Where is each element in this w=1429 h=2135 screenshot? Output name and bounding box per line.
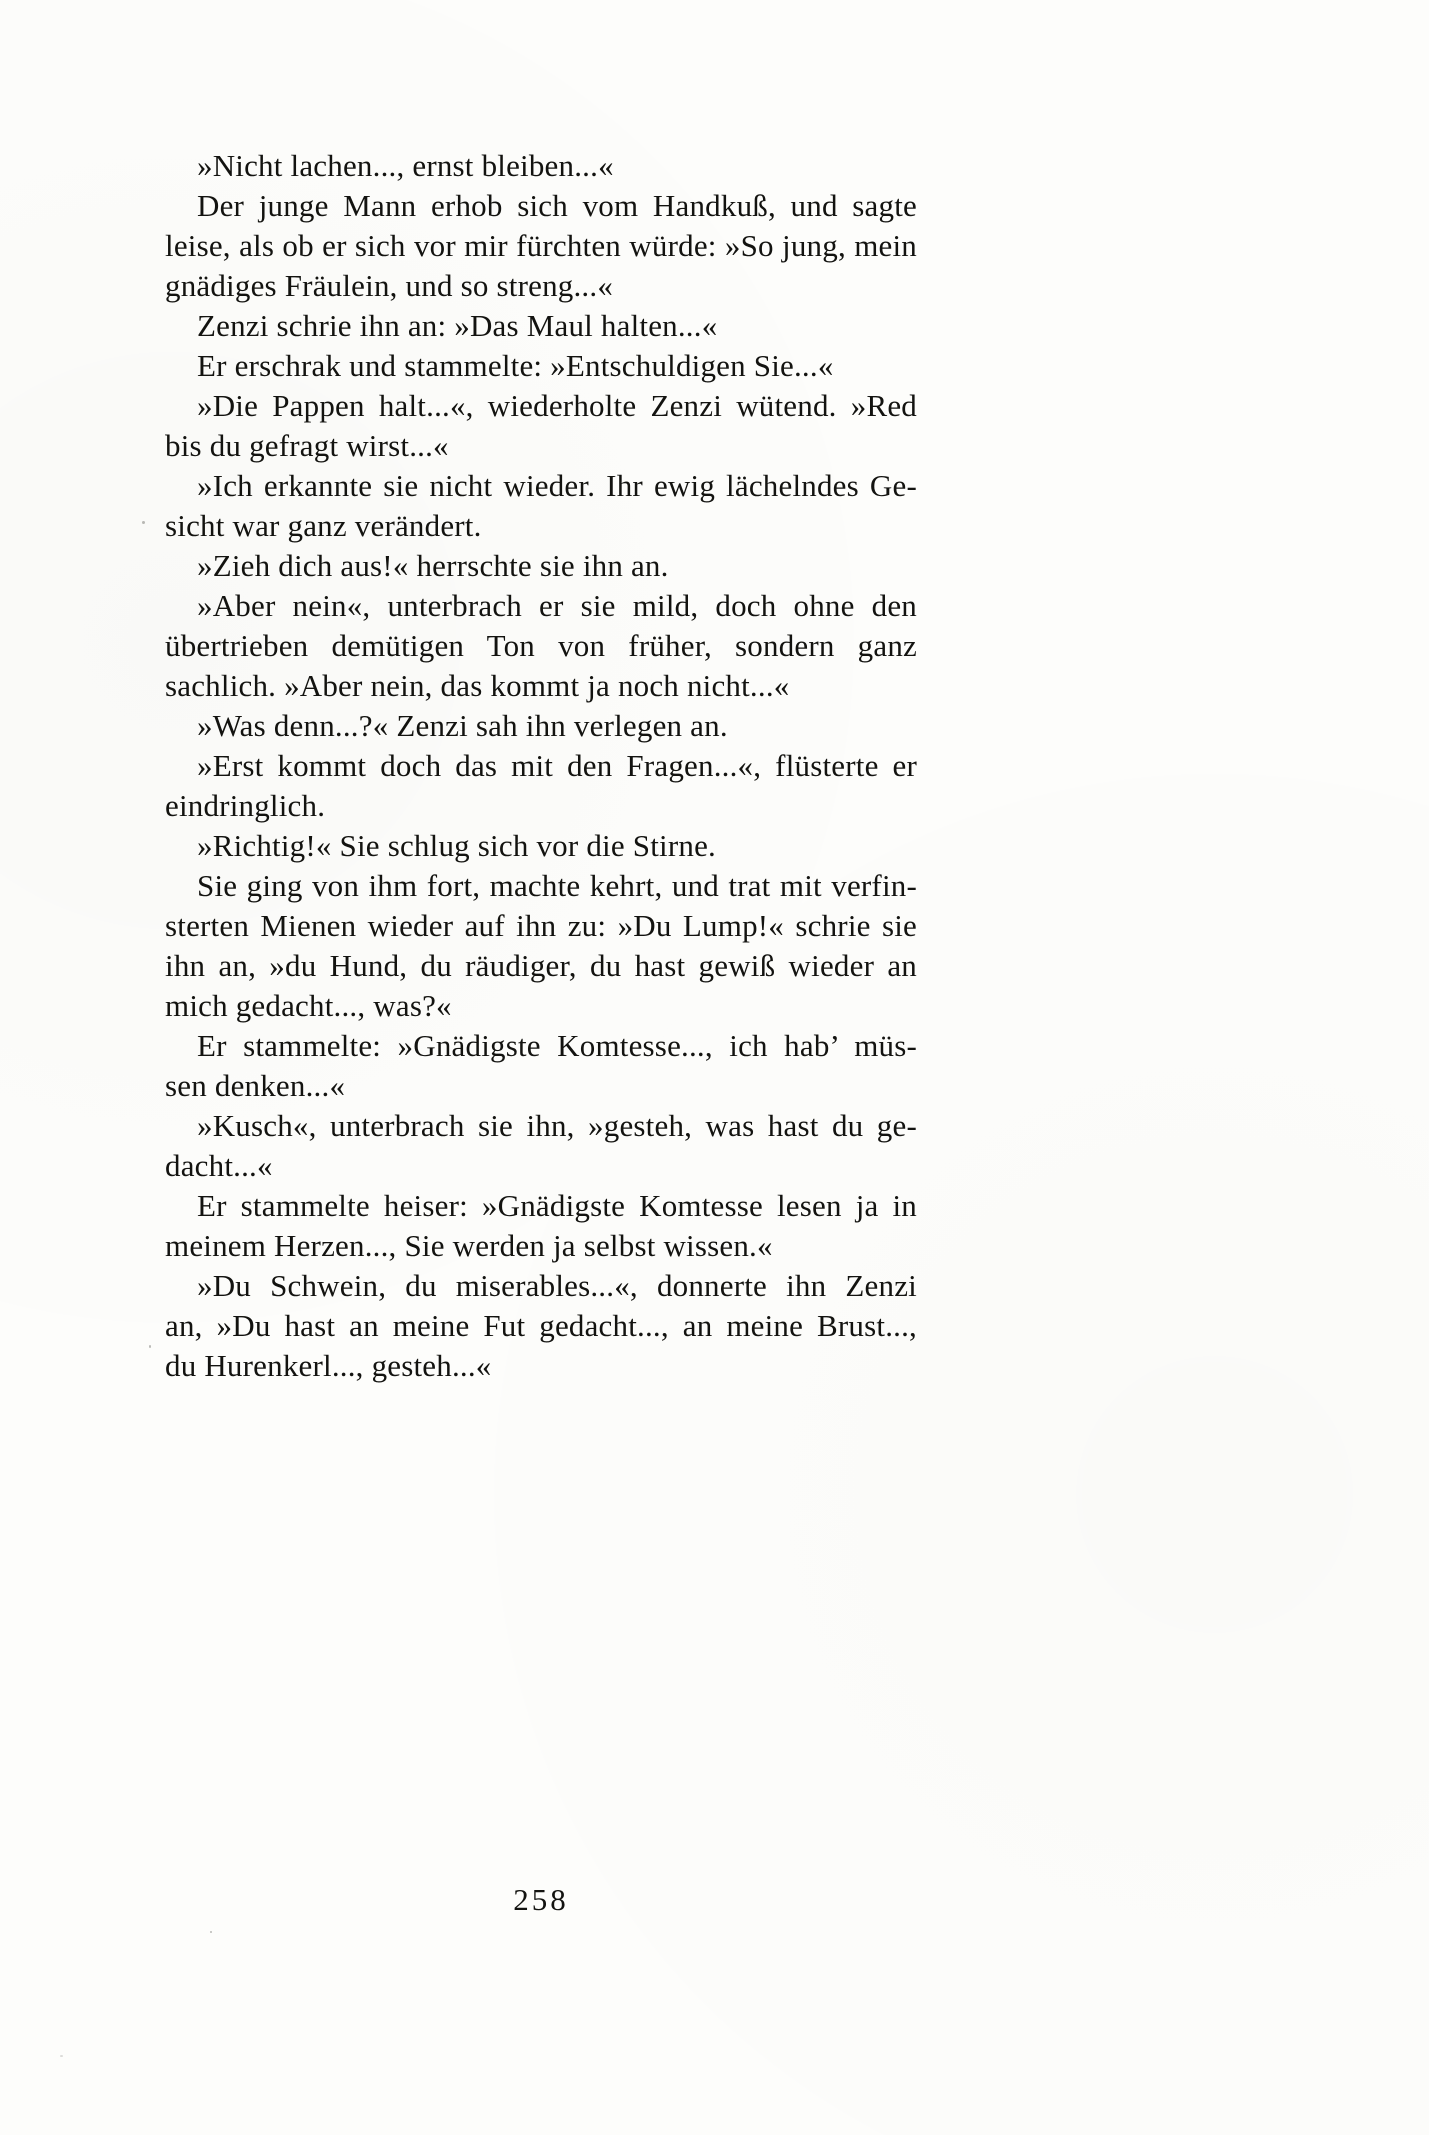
text-line: an, »Du hast an meine Fut gedacht..., an meine Brust...,: [165, 1308, 917, 1343]
scan-speck: [149, 1345, 151, 1348]
text-line: »Nicht lachen..., ernst bleiben...«: [197, 148, 614, 183]
text-line: übertrieben demütigen Ton von früher, sondern ganz: [165, 628, 917, 663]
text-line: gnädiges Fräulein, und so streng...«: [165, 268, 614, 303]
text-line: »Kusch«, unterbrach sie ihn, »gesteh, was hast du ge-: [197, 1108, 917, 1143]
text-line: leise, als ob er sich vor mir fürchten würde: »So jung, mein: [165, 228, 917, 263]
text-line: »Aber nein«, unterbrach er sie mild, doch ohne den: [197, 588, 917, 623]
text-line: »Was denn...?« Zenzi sah ihn verlegen an.: [197, 708, 728, 743]
text-line: sachlich. »Aber nein, das kommt ja noch nicht...«: [165, 668, 790, 703]
text-line: Sie ging von ihm fort, machte kehrt, und trat mit verfin-: [197, 868, 917, 903]
text-line: sicht war ganz verändert.: [165, 508, 482, 543]
text-line: Zenzi schrie ihn an: »Das Maul halten...«: [197, 308, 718, 343]
text-block: [165, 146, 917, 1386]
text-line: »Du Schwein, du miserables...«, donnerte ihn Zenzi: [197, 1268, 917, 1303]
scan-speck: [142, 521, 145, 524]
text-line: »Zieh dich aus!« herrschte sie ihn an.: [197, 548, 669, 583]
text-line: Er stammelte: »Gnädigste Komtesse..., ich hab’ müs-: [197, 1028, 917, 1063]
text-line: eindringlich.: [165, 788, 326, 823]
text-line: bis du gefragt wirst...«: [165, 428, 449, 463]
text-line: sen denken...«: [165, 1068, 346, 1103]
text-line: Er erschrak und stammelte: »Entschuldigen Sie...«: [197, 348, 834, 383]
text-line: Er stammelte heiser: »Gnädigste Komtesse lesen ja in: [197, 1188, 917, 1223]
text-line: »Richtig!« Sie schlug sich vor die Stirne.: [197, 828, 716, 863]
scan-speck: [210, 1931, 212, 1933]
text-line: meinem Herzen..., Sie werden ja selbst wissen.«: [165, 1228, 773, 1263]
page-number: 258: [513, 1882, 569, 1917]
text-line: du Hurenkerl..., gesteh...«: [165, 1348, 492, 1383]
text-line: sterten Mienen wieder auf ihn zu: »Du Lump!« schrie sie: [165, 908, 917, 943]
scan-speck: [60, 2055, 63, 2057]
text-line: dacht...«: [165, 1148, 273, 1183]
text-line: »Ich erkannte sie nicht wieder. Ihr ewig lächelndes Ge-: [197, 468, 917, 503]
text-line: »Erst kommt doch das mit den Fragen...«, flüsterte er: [197, 748, 917, 783]
text-line: mich gedacht..., was?«: [165, 988, 452, 1023]
text-line: ihn an, »du Hund, du räudiger, du hast gewiß wieder an: [165, 948, 917, 983]
text-line: »Die Pappen halt...«, wiederholte Zenzi wütend. »Red: [197, 388, 917, 423]
text-line: Der junge Mann erhob sich vom Handkuß, und sagte: [197, 188, 917, 223]
